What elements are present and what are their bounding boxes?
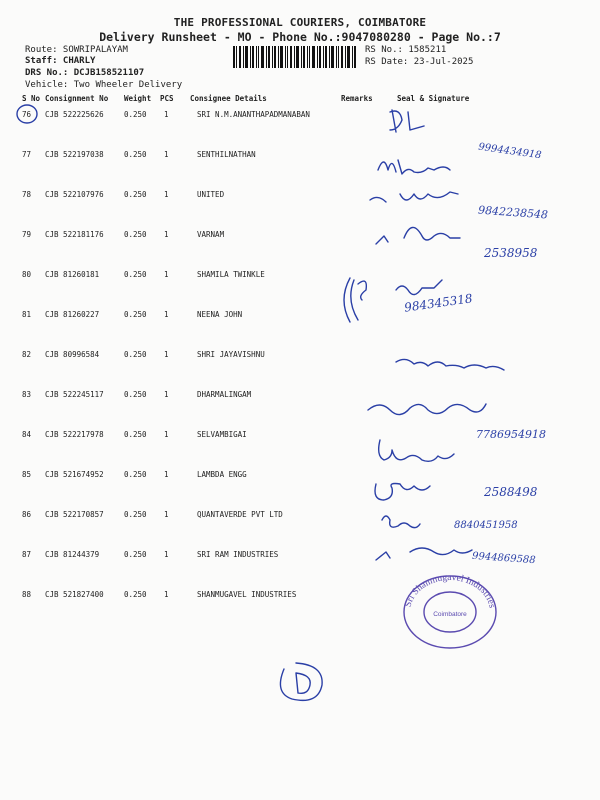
row-sno: 88 [22, 590, 32, 599]
page-subtitle: Delivery Runsheet - MO - Phone No.:9047080280 - Page No.:7 [99, 30, 501, 44]
row-weight: 0.250 [124, 190, 147, 199]
handwritten-77: 9994434918 [477, 141, 543, 162]
row-sno: 79 [22, 230, 32, 239]
row-pcs: 1 [164, 390, 169, 399]
barcode [233, 46, 357, 68]
row-consignee: UNITED [197, 190, 225, 199]
row-consignment: CJB 522107976 [45, 190, 104, 199]
signature-79 [376, 227, 460, 244]
handwritten-78: 9842238548 [477, 203, 549, 222]
row-sno: 84 [22, 430, 32, 439]
row-weight: 0.250 [124, 430, 147, 439]
row-weight: 0.250 [124, 310, 147, 319]
row-consignment: CJB 522245117 [45, 390, 104, 399]
signature-column [330, 100, 600, 800]
drs-number: DRS No.: DCJB158521107 [25, 68, 145, 78]
stamp-text: Sri Shanmugavel Industries [403, 572, 497, 609]
staff: Staff: CHARLY [25, 56, 96, 66]
row-consignment: CJB 81260181 [45, 270, 100, 279]
row-consignee: LAMBDA ENGG [197, 470, 247, 479]
col-pcs: PCS [160, 94, 174, 103]
row-consignee: SHRI JAYAVISHNU [197, 350, 265, 359]
row-sno: 82 [22, 350, 32, 359]
handwritten-84: 7786954918 [476, 428, 546, 441]
col-seal: Seal & Signature [397, 94, 470, 103]
circled-d-mark-icon [270, 655, 330, 705]
handwritten-87: 9944869588 [471, 550, 536, 567]
row-pcs: 1 [164, 350, 169, 359]
rs-date: RS Date: 23-Jul-2025 [365, 57, 474, 67]
row-sno: 80 [22, 270, 32, 279]
row-pcs: 1 [164, 430, 169, 439]
row-pcs: 1 [164, 510, 169, 519]
row-pcs: 1 [164, 310, 169, 319]
row-consignment: CJB 81244379 [45, 550, 100, 559]
row-consignee: SRI RAM INDUSTRIES [197, 550, 279, 559]
row-weight: 0.250 [124, 350, 147, 359]
row-sno: 87 [22, 550, 32, 559]
handwritten-85: 2588498 [484, 485, 538, 499]
rs-number: RS No.: 1585211 [365, 45, 447, 55]
signature-76 [390, 110, 424, 132]
row-consignment: CJB 521674952 [45, 470, 104, 479]
row-consignment: CJB 80996584 [45, 350, 100, 359]
col-consignment: Consignment No [45, 94, 109, 103]
row-sno: 77 [22, 150, 32, 159]
route: Route: SOWRIPALAYAM [25, 45, 128, 55]
row-consignment: CJB 522181176 [45, 230, 104, 239]
col-remarks: Remarks [341, 94, 373, 103]
handwritten-81: 984345318 [403, 291, 474, 315]
row-weight: 0.250 [124, 590, 147, 599]
row-consignment: CJB 522217978 [45, 430, 104, 439]
signature-82 [396, 359, 504, 370]
circle-mark-icon [14, 102, 40, 126]
row-sno: 83 [22, 390, 32, 399]
page-title: THE PROFESSIONAL COURIERS, COIMBATORE [173, 16, 427, 29]
row-weight: 0.250 [124, 230, 147, 239]
svg-text:Sri Shanmugavel Industries [404, 573, 497, 609]
row-weight: 0.250 [124, 270, 147, 279]
signature-85 [375, 484, 430, 501]
signature-86 [382, 516, 420, 528]
row-pcs: 1 [164, 470, 169, 479]
row-consignment: CJB 522197038 [45, 150, 104, 159]
signature-78 [370, 192, 458, 202]
handwritten-86: 8840451958 [454, 520, 518, 531]
row-consignment: CJB 521827400 [45, 590, 104, 599]
row-pcs: 1 [164, 230, 169, 239]
row-weight: 0.250 [124, 470, 147, 479]
row-consignee: NEENA JOHN [197, 310, 243, 319]
row-sno: 86 [22, 510, 32, 519]
col-consignee: Consignee Details [190, 94, 267, 103]
row-consignee: QUANTAVERDE PVT LTD [197, 510, 283, 519]
row-consignment: CJB 522170857 [45, 510, 104, 519]
row-sno: 81 [22, 310, 32, 319]
signature-84 [379, 440, 454, 461]
handwritten-79: 2538958 [484, 246, 538, 260]
row-sno: 76 [22, 110, 32, 119]
row-pcs: 1 [164, 550, 169, 559]
signature-77 [378, 160, 450, 174]
company-stamp [400, 572, 500, 652]
vehicle: Vehicle: Two Wheeler Delivery [25, 80, 183, 90]
row-pcs: 1 [164, 190, 169, 199]
row-pcs: 1 [164, 590, 169, 599]
row-weight: 0.250 [124, 150, 147, 159]
col-weight: Weight [124, 94, 152, 103]
row-consignment: CJB 81260227 [45, 310, 100, 319]
col-sno: S No [22, 94, 41, 103]
row-pcs: 1 [164, 270, 169, 279]
row-consignee: DHARMALINGAM [197, 390, 252, 399]
row-consignee: VARNAM [197, 230, 225, 239]
row-consignee: SELVAMBIGAI [197, 430, 247, 439]
row-sno: 85 [22, 470, 32, 479]
row-pcs: 1 [164, 110, 169, 119]
row-pcs: 1 [164, 150, 169, 159]
row-consignment: CJB 522225626 [45, 110, 104, 119]
row-weight: 0.250 [124, 510, 147, 519]
row-weight: 0.250 [124, 550, 147, 559]
row-weight: 0.250 [124, 110, 147, 119]
stamp-city: Coimbatore [433, 611, 467, 618]
row-sno: 78 [22, 190, 32, 199]
row-consignee: SENTHILNATHAN [197, 150, 256, 159]
row-weight: 0.250 [124, 390, 147, 399]
row-consignee: SRI N.M.ANANTHAPADMANABAN [197, 110, 310, 119]
signature-83 [368, 404, 486, 415]
row-consignee: SHAMILA TWINKLE [197, 270, 265, 279]
signature-87 [376, 548, 472, 560]
row-consignee: SHANMUGAVEL INDUSTRIES [197, 590, 297, 599]
